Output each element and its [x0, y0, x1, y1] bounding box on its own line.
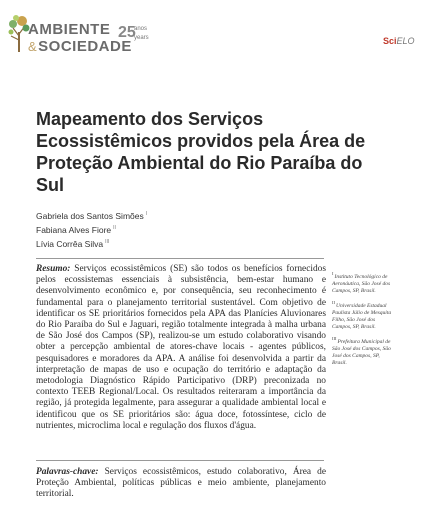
keywords-rule: [36, 460, 324, 461]
affiliation-sup: II: [332, 300, 335, 305]
affiliation-text: Instituto Tecnológico de Aeronáutica, São José dos Campos, SP, Brasil.: [332, 273, 391, 294]
author-3: [36, 236, 236, 250]
scielo-suffix: ELO: [396, 36, 415, 46]
anniversary-label-en: years: [134, 35, 149, 41]
logo-wordmark-text: SOCIEDADE: [38, 38, 132, 55]
keywords-label: Palavras-chave:: [36, 467, 99, 477]
scielo-logo: [383, 36, 415, 46]
abstract-text: Serviços ecossistêmicos (SE) são todos os benefícios fornecidos pelos ecossistemas essenciais à subsistência, bem-estar humano e desenvolvimento econômico e, por consequência, seu reconhecimento é fundamental para o planejamento territorial sustentável. Com objetivo de identificar os SE prioritários fornecidos pela APA das Planícies Aluvionares do Rio Paraíba do Sul e Jaguari, região totalmente integrada à malha urbana de São José dos Campos (SP), realizou-se um estudo colaborativo visando obter a percepção ambiental de atores-chave locais - agentes públicos, pesquisadores e moradores da APA. A análise foi desenvolvida a partir da interpretação de mapas de uso e ocupação do território e adaptação da metodologia Diagnóstico Rápido Participativo (DRP) preconizada no contexto TEEB Regional/Local. Os resultados reiteraram a importância da região, já protegida legalmente, para assegurar a qualidade ambiental local e identificou que os SE prioritários são: água doce, fotossíntese, ciclo de nutrientes, microclima local e regulação dos fluxos d'água.: [36, 264, 327, 431]
article-title: Mapeamento dos Serviços Ecossistêmicos providos pela Área de Proteção Ambiental do Rio Paraíba do Sul: [36, 109, 366, 195]
scielo-prefix: Sci: [383, 36, 397, 46]
keywords-text: Serviços ecossistêmicos, estudo colaborativo, Área de Proteção Ambiental, políticas públicas e meio ambiente, planejamento territorial.: [36, 467, 327, 500]
affiliation-sup: III: [332, 336, 337, 341]
author-1: [36, 208, 236, 222]
journal-logo: [6, 8, 156, 60]
abstract-top-rule: [36, 258, 324, 259]
affiliation-3: [332, 335, 392, 367]
author-name: Gabriela dos Santos Simões: [36, 210, 144, 221]
logo-wordmark-sociedade: [28, 38, 132, 55]
author-sup: II: [113, 224, 116, 231]
affiliation-sup: I: [332, 271, 334, 276]
affiliation-text: Prefeitura Municipal de São José dos Campos, São José dos Campos, SP, Brasil.: [332, 338, 391, 366]
affiliation-1: [332, 270, 392, 295]
abstract-label: Resumo:: [36, 264, 71, 274]
affiliation-2: [332, 299, 392, 331]
author-sup: III: [105, 238, 110, 245]
author-name: Fabiana Alves Fiore: [36, 224, 112, 235]
logo-wordmark-ambiente: AMBIENTE: [28, 21, 111, 38]
abstract-paragraph: [36, 264, 326, 432]
anniversary-badge: [118, 20, 162, 50]
anniversary-number: 25: [118, 24, 136, 41]
author-list: [36, 208, 236, 249]
author-2: [36, 222, 236, 236]
author-name: Lívia Corrêa Silva: [36, 238, 104, 249]
logo-ampersand: &: [28, 39, 38, 54]
affiliation-text: Universidade Estadual Paulista Júlio de Mesquita Filho, São José dos Campos, SP, Brasil.: [332, 302, 392, 330]
keywords-paragraph: [36, 467, 326, 501]
author-sup: I: [145, 211, 148, 217]
anniversary-label-pt: anos: [134, 26, 148, 32]
